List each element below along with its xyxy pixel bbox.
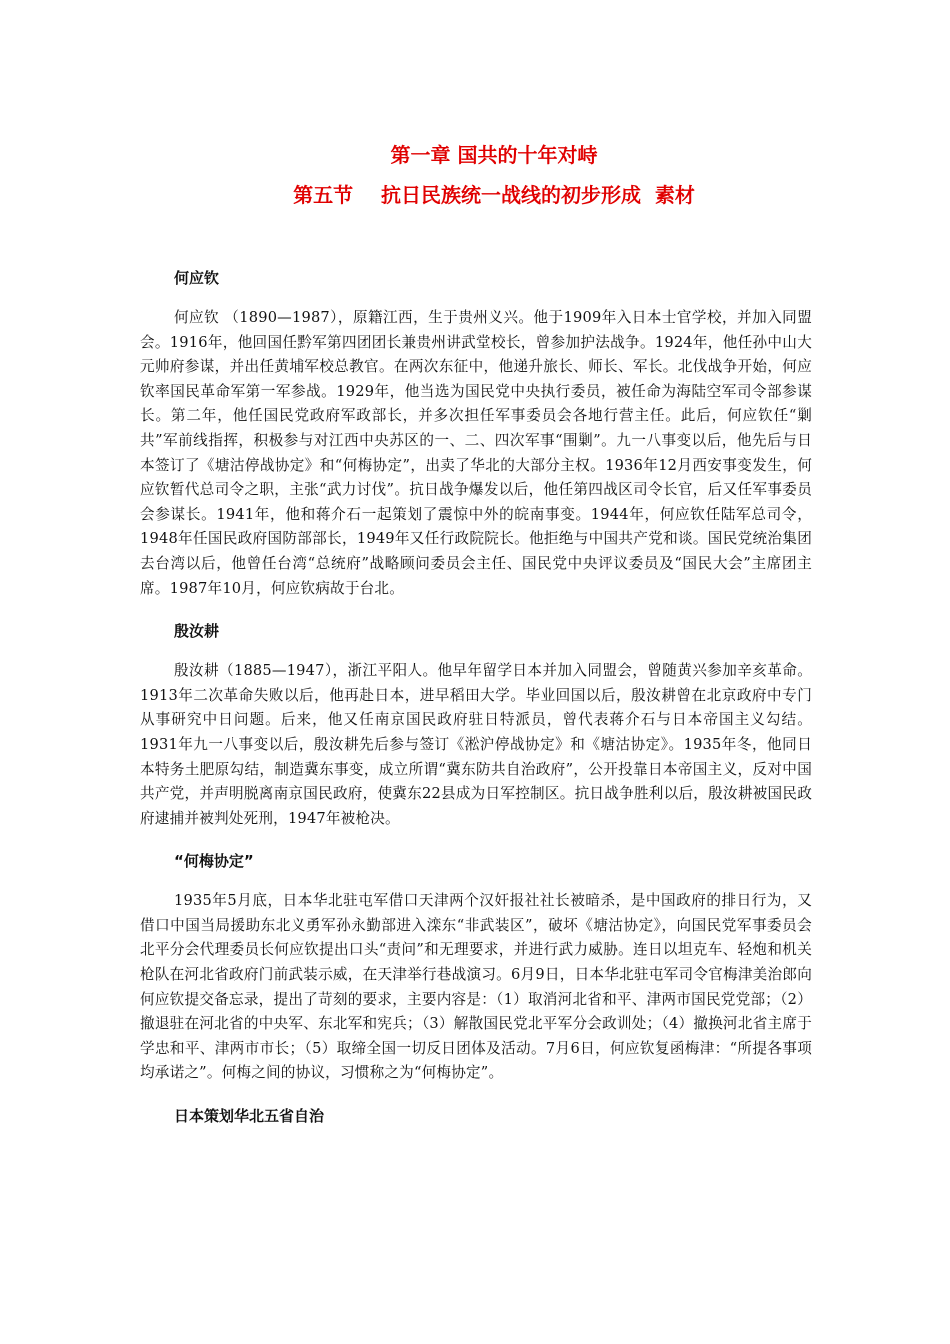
paragraph-yin-rugeng: 殷汝耕（1885—1947），浙江平阳人。他早年留学日本并加入同盟会，曾随黄兴参加辛亥革命。1913年二次革命失败以后，他再赴日本，进早稻田大学。毕业回国以后，殷汝耕曾在北京政府中专门从事研究中日问题。后来，他又任南京国民政府驻日特派员，曾代表蒋介石与日本帝国主义勾结。1931年九一八事变以后，殷汝耕先后参与签订《淞沪停战协定》和《塘沽协定》。1935年冬，他同日本特务土肥原勾结，制造冀东事变，成立所谓“冀东防共自治政府”，公开投靠日本帝国主义，反对中国共产党，并声明脱离南京国民政府，使冀东22县成为日军控制区。抗日战争胜利以后，殷汝耕被国民政府逮捕并被判处死刑，1947年被枪决。: [140, 662, 812, 827]
paragraph-he-yingqin: 何应钦 （1890—1987），原籍江西，生于贵州义兴。他于1909年入日本士官学校，并加入同盟会。1916年，他回国任黔军第四团团长兼贵州讲武堂校长，曾参加护法战争。1924年，他任孙中山大元帅府参谋，并出任黄埔军校总教官。在两次东征中，他递升旅长、师长、军长。北伐战争开始，何应钦率国民革命军第一军参战。1929年，他当选为国民党中央执行委员，被任命为海陆空军司令部参谋长。第二年，他任国民党政府军政部长，并多次担任军事委员会各地行营主任。此后，何应钦任“剿共”军前线指挥，积极参与对江西中央苏区的一、二、四次军事“围剿”。九一八事变以后，他先后与日本签订了《塘沽停战协定》和“何梅协定”，出卖了华北的大部分主权。1936年12月西安事变发生，何应钦暂代总司令之职，主张“武力讨伐”。抗日战争爆发以后，他任第四战区司令长官，后又任军事委员会参谋长。1941年，他和蒋介石一起策划了震惊中外的皖南事变。1944年，何应钦任陆军总司令，1948年任国民政府国防部部长，1949年又任行政院院长。他拒绝与中国共产党和谈。国民党统治集团去台湾以后，他曾任台湾“总统府”战略顾问委员会主任、国民党中央评议委员及“国民大会”主席团主席。1987年10月，何应钦病故于台北。: [140, 309, 812, 597]
document-body: [140, 266, 812, 1128]
title-block: [0, 142, 950, 208]
section-spacer: [140, 1086, 812, 1104]
heading-he-yingqin: 何应钦: [174, 269, 220, 287]
paragraph-he-mei-agreement: 1935年5月底，日本华北驻屯军借口天津两个汉奸报社社长被暗杀，是中国政府的排日行为，又借口中国当局援助东北义勇军孙永勤部进入滦东“非武装区”，破坏《塘沽协定》，向国民党军事委员会北平分会代理委员长何应钦提出口头“责问”和无理要求，并进行武力威胁。连日以坦克车、轻炮和机关枪队在河北省政府门前武装示威，在天津举行巷战演习。6月9日，日本华北驻屯军司令官梅津美治郎向何应钦提交备忘录，提出了苛刻的要求，主要内容是：（1）取消河北省和平、津两市国民党党部；（2）撤退驻在河北省的中央军、东北军和宪兵；（3）解散国民党北平军分会政训处；（4）撤换河北省主席于学忠和平、津两市市长；（5）取缔全国一切反日团体及活动。7月6日，何应钦复函梅津：“所提各事项均承诺之”。何梅之间的协议，习惯称之为“何梅协定”。: [140, 892, 812, 1082]
chapter-title: 第一章 国共的十年对峙: [390, 143, 598, 167]
section-title: 第五节 抗日民族统一战线的初步形成 素材: [293, 183, 695, 207]
heading-he-mei-agreement: “何梅协定”: [174, 852, 254, 871]
heading-yin-rugeng: 殷汝耕: [174, 622, 220, 641]
section-spacer: [140, 601, 812, 619]
section-spacer: [140, 831, 812, 849]
heading-north-china-autonomy: 日本策划华北五省自治: [174, 1107, 325, 1126]
